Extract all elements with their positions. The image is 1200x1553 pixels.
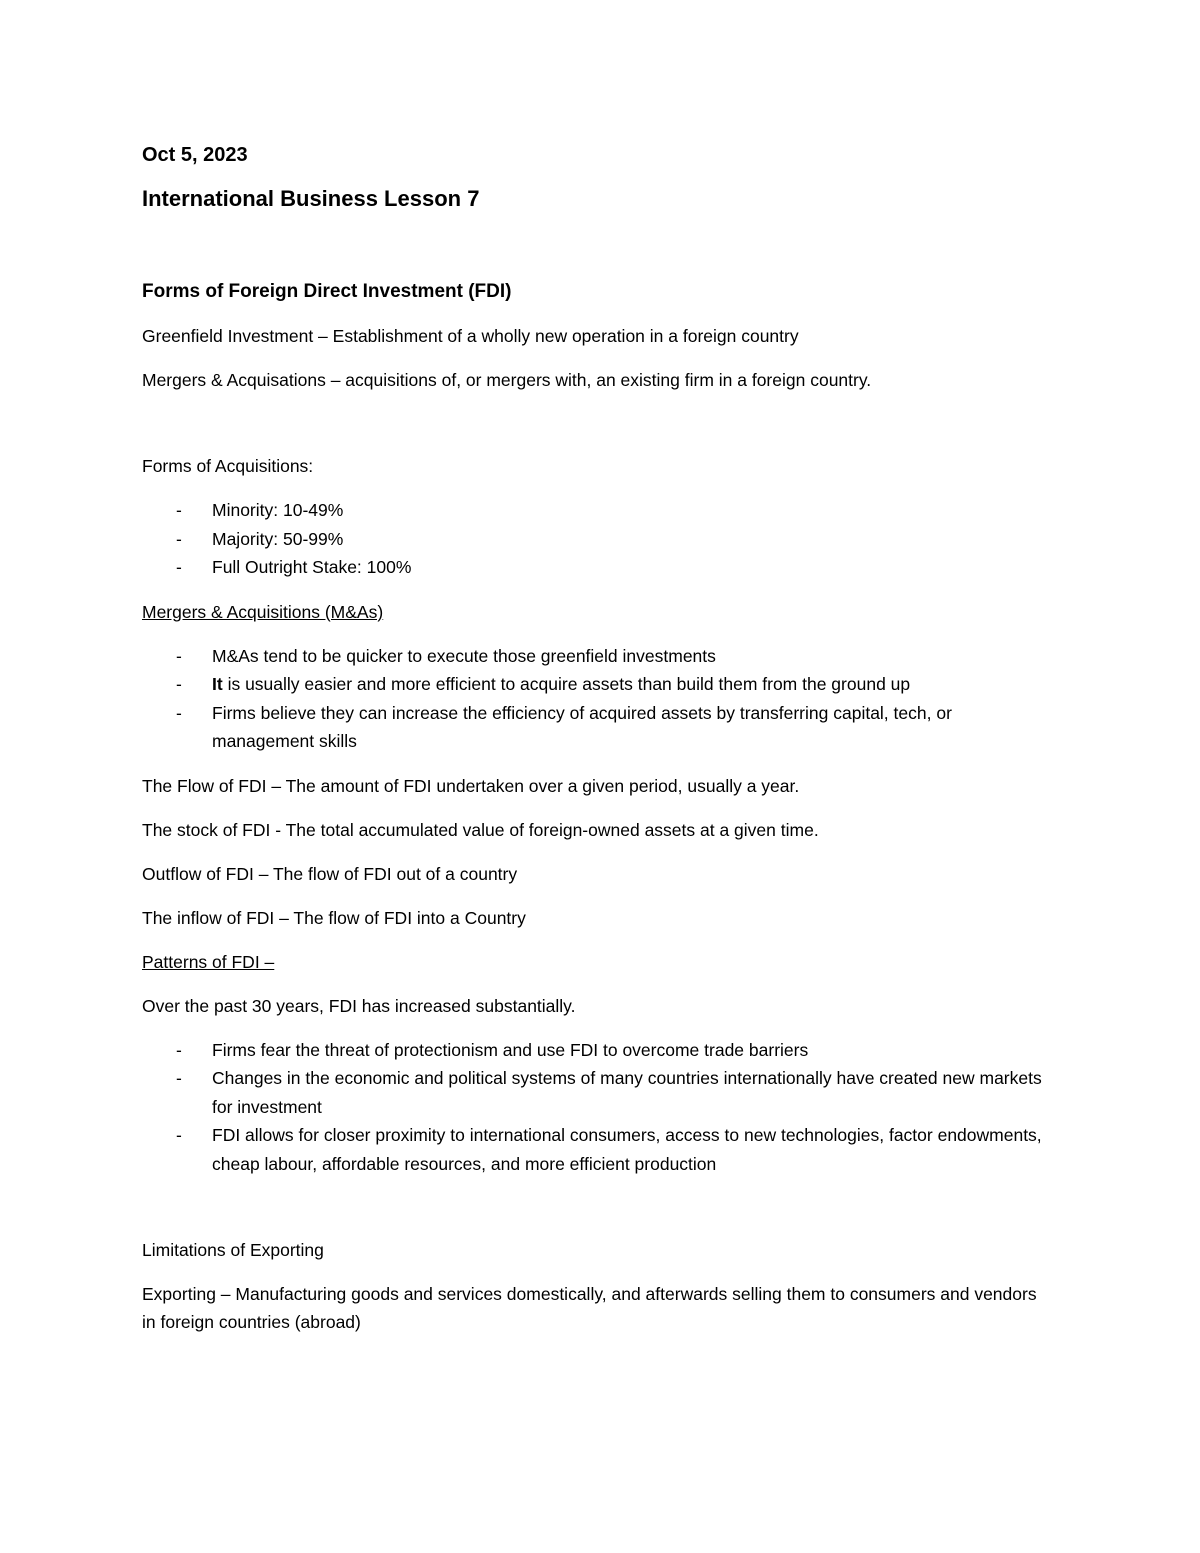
exporting-definition: Exporting – Manufacturing goods and services domestically, and afterwards selling them to consumers and vendors in foreign countries (abroad) bbox=[142, 1284, 1037, 1332]
list-item bbox=[142, 699, 1052, 756]
lesson-title: International Business Lesson 7 bbox=[142, 186, 480, 211]
lesson-date: Oct 5, 2023 bbox=[142, 144, 248, 166]
list-item-text: Majority: 50-99% bbox=[212, 528, 344, 549]
outflow-of-fdi-definition: Outflow of FDI – The flow of FDI out of a country bbox=[142, 863, 518, 884]
section-heading-mergers-acquisitions: Mergers & Acquisitions (M&As) bbox=[142, 601, 384, 622]
list-item bbox=[142, 1121, 1052, 1178]
dash-bullet: - bbox=[176, 702, 182, 723]
section-heading-patterns-of-fdi: Patterns of FDI – bbox=[142, 951, 275, 972]
mergers-acquisitions-list bbox=[142, 642, 1052, 756]
list-item-text: FDI allows for closer proximity to international consumers, access to new technologies, factor endowments, cheap labour, affordable resources, and more efficient production bbox=[212, 1125, 1042, 1174]
list-item bbox=[142, 525, 1052, 554]
patterns-intro: Over the past 30 years, FDI has increased substantially. bbox=[142, 995, 576, 1016]
list-item-text: Full Outright Stake: 100% bbox=[212, 557, 412, 577]
dash-bullet: - bbox=[176, 645, 182, 666]
patterns-list bbox=[142, 1036, 1052, 1179]
list-item bbox=[142, 496, 1052, 525]
document-body bbox=[142, 138, 1052, 1336]
list-item-text: Firms fear the threat of protectionism and use FDI to overcome trade barriers bbox=[212, 1039, 809, 1060]
dash-bullet: - bbox=[176, 528, 182, 549]
stock-of-fdi-definition: The stock of FDI - The total accumulated value of foreign-owned assets at a given time. bbox=[142, 819, 819, 840]
list-item-text: Changes in the economic and political systems of many countries internationally have created new markets for investment bbox=[212, 1068, 1042, 1117]
list-item-text: It is usually easier and more efficient to acquire assets than build them from the ground up bbox=[212, 674, 911, 694]
flow-of-fdi-definition: The Flow of FDI – The amount of FDI undertaken over a given period, usually a year. bbox=[142, 775, 800, 796]
mergers-definition: Mergers & Acquisations – acquisitions of, or mergers with, an existing firm in a foreign country. bbox=[142, 370, 872, 390]
dash-bullet: - bbox=[176, 1039, 182, 1060]
dash-bullet: - bbox=[176, 500, 182, 520]
forms-of-acquisitions-list bbox=[142, 496, 1052, 582]
list-item-text: Firms believe they can increase the efficiency of acquired assets by transferring capital, tech, or management skills bbox=[212, 702, 952, 751]
greenfield-definition: Greenfield Investment – Establishment of a wholly new operation in a foreign country bbox=[142, 326, 799, 346]
list-item-text: Minority: 10-49% bbox=[212, 500, 344, 520]
dash-bullet: - bbox=[176, 1068, 182, 1088]
list-item bbox=[142, 1064, 1052, 1121]
forms-of-acquisitions-label: Forms of Acquisitions: bbox=[142, 456, 314, 476]
dash-bullet: - bbox=[176, 557, 182, 577]
list-item bbox=[142, 670, 1052, 699]
dash-bullet: - bbox=[176, 1125, 182, 1145]
list-item bbox=[142, 553, 1052, 582]
section-heading-forms-of-fdi: Forms of Foreign Direct Investment (FDI) bbox=[142, 281, 512, 302]
inflow-of-fdi-definition: The inflow of FDI – The flow of FDI into a Country bbox=[142, 907, 526, 928]
list-item-text: M&As tend to be quicker to execute those greenfield investments bbox=[212, 645, 716, 666]
list-item bbox=[142, 1036, 1052, 1065]
section-heading-limitations-of-exporting: Limitations of Exporting bbox=[142, 1240, 324, 1260]
dash-bullet: - bbox=[176, 674, 182, 694]
list-item bbox=[142, 642, 1052, 671]
